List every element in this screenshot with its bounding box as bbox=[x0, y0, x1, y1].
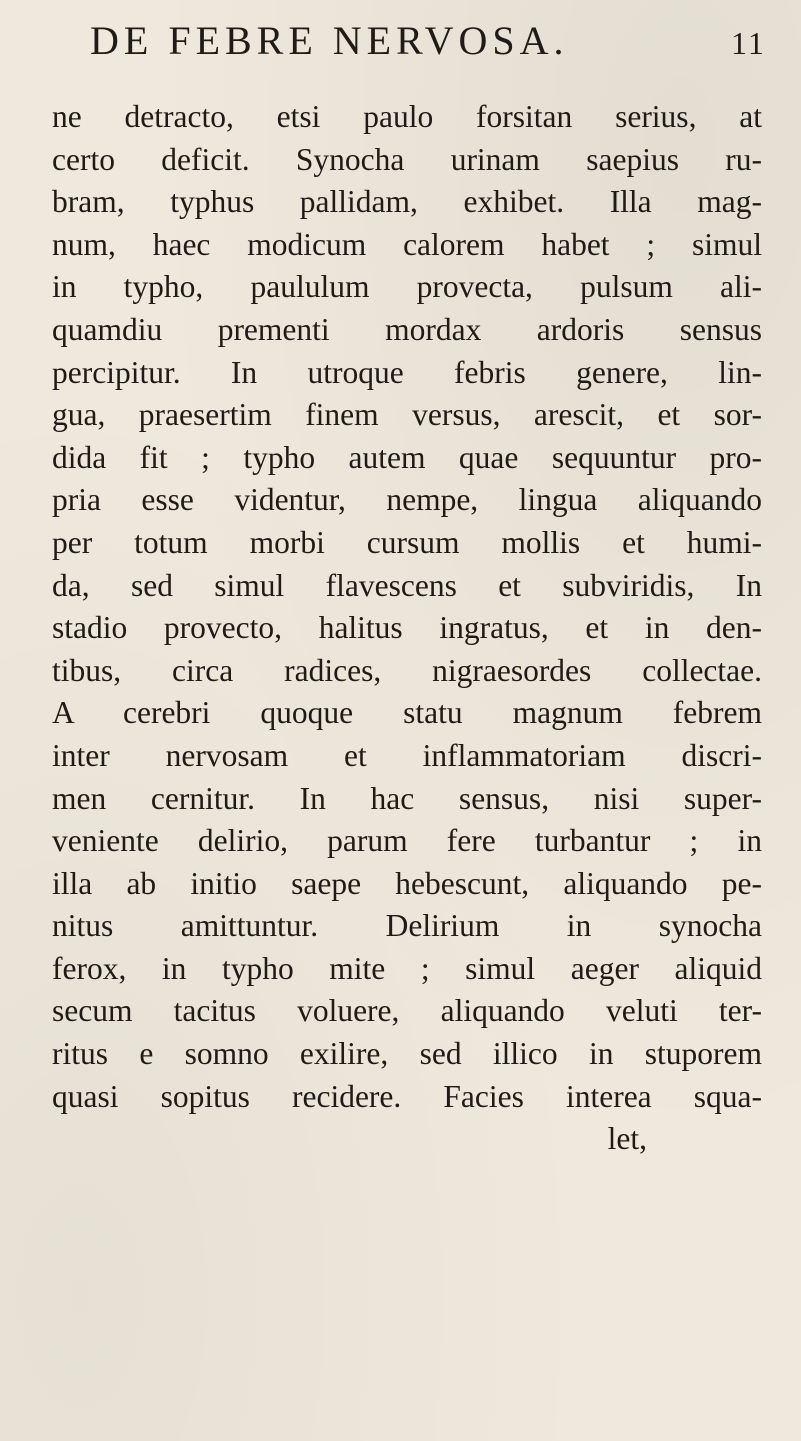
text-line: gua, praesertim finem versus, arescit, et sor- bbox=[52, 397, 762, 433]
text-line: ritus e somno exilire, sed illico in stuporem bbox=[52, 1036, 762, 1072]
text-line: num, haec modicum calorem habet ; simul bbox=[52, 226, 762, 262]
text-line: stadio provecto, halitus ingratus, et in den- bbox=[52, 610, 762, 646]
running-head bbox=[90, 16, 790, 66]
text-line: ne detracto, etsi paulo forsitan serius, at bbox=[52, 99, 762, 134]
text-line: illa ab initio saepe hebescunt, aliquando pe- bbox=[52, 865, 762, 901]
text-line: da, sed simul flavescens et subviridis, In bbox=[52, 567, 762, 603]
text-line: quasi sopitus recidere. Facies interea squa- bbox=[52, 1078, 762, 1114]
text-line: tibus, circa radices, nigraesordes collectae. bbox=[52, 652, 762, 688]
text-line: percipitur. In utroque febris genere, lin- bbox=[52, 354, 762, 390]
page-number: 11 bbox=[731, 25, 766, 61]
text-line: veniente delirio, parum fere turbantur ; in bbox=[52, 823, 762, 859]
text-line: inter nervosam et inflammatoriam discri- bbox=[52, 737, 762, 773]
text-line: certo deficit. Synocha urinam saepius ru- bbox=[52, 141, 762, 177]
catchword: let, bbox=[607, 1121, 647, 1157]
text-line: A cerebri quoque statu magnum febrem bbox=[52, 695, 762, 731]
text-line: in typho, paululum provecta, pulsum ali- bbox=[52, 269, 762, 305]
text-line: secum tacitus voluere, aliquando veluti ter- bbox=[52, 993, 762, 1029]
running-title: DE FEBRE NERVOSA. bbox=[90, 18, 569, 63]
text-line: per totum morbi cursum mollis et humi- bbox=[52, 524, 762, 560]
text-line: pria esse videntur, nempe, lingua aliquando bbox=[52, 482, 762, 518]
body-text bbox=[52, 96, 762, 1161]
text-line: bram, typhus pallidam, exhibet. Illa mag- bbox=[52, 184, 762, 220]
text-line: nitus amittuntur. Delirium in synocha bbox=[52, 908, 762, 944]
text-line: men cernitur. In hac sensus, nisi super- bbox=[52, 780, 762, 816]
text-line: quamdiu prementi mordax ardoris sensus bbox=[52, 311, 762, 347]
text-line: ferox, in typho mite ; simul aeger aliquid bbox=[52, 950, 762, 986]
text-line: dida fit ; typho autem quae sequuntur pro- bbox=[52, 439, 762, 475]
